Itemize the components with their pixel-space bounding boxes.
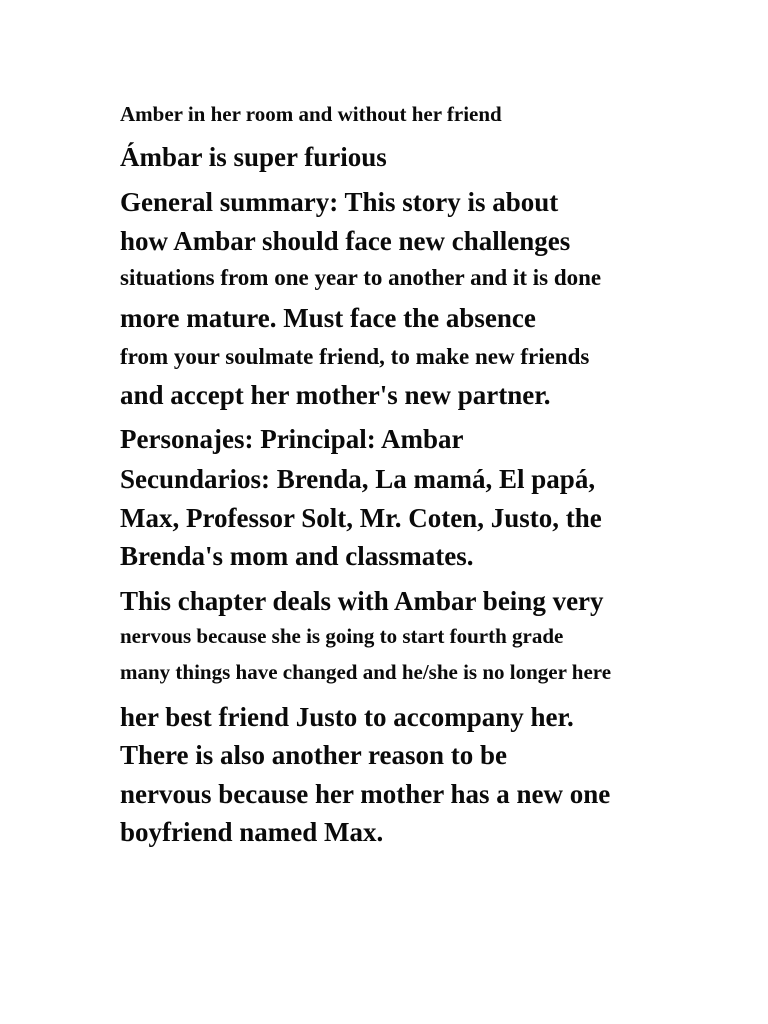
summary-line: and accept her mother's new partner. bbox=[120, 380, 551, 410]
chapter-line: many things have changed and he/she is no longer here bbox=[120, 660, 612, 684]
summary-line: more mature. Must face the absence bbox=[120, 303, 536, 333]
characters-line: Brenda's mom and classmates. bbox=[120, 541, 474, 571]
summary-line: how Ambar should face new challenges bbox=[120, 226, 571, 256]
summary-line: situations from one year to another and it is done bbox=[120, 265, 602, 290]
chapter-line: This chapter deals with Ambar being very bbox=[120, 586, 604, 616]
characters-line: Max, Professor Solt, Mr. Coten, Justo, the bbox=[120, 503, 602, 533]
chapter-line: her best friend Justo to accompany her. bbox=[120, 702, 574, 732]
chapter-line: boyfriend named Max. bbox=[120, 817, 384, 847]
chapter-line: nervous because she is going to start fourth grade bbox=[120, 624, 564, 648]
document-subtitle: Ámbar is super furious bbox=[120, 142, 387, 172]
summary-line: from your soulmate friend, to make new friends bbox=[120, 344, 590, 369]
chapter-line: There is also another reason to be bbox=[120, 740, 508, 770]
characters-line: Secundarios: Brenda, La mamá, El papá, bbox=[120, 464, 596, 494]
characters-line: Personajes: Principal: Ambar bbox=[120, 424, 464, 454]
chapter-line: nervous because her mother has a new one bbox=[120, 779, 611, 809]
document-title: Amber in her room and without her friend bbox=[120, 102, 502, 126]
summary-line: General summary: This story is about bbox=[120, 187, 559, 217]
